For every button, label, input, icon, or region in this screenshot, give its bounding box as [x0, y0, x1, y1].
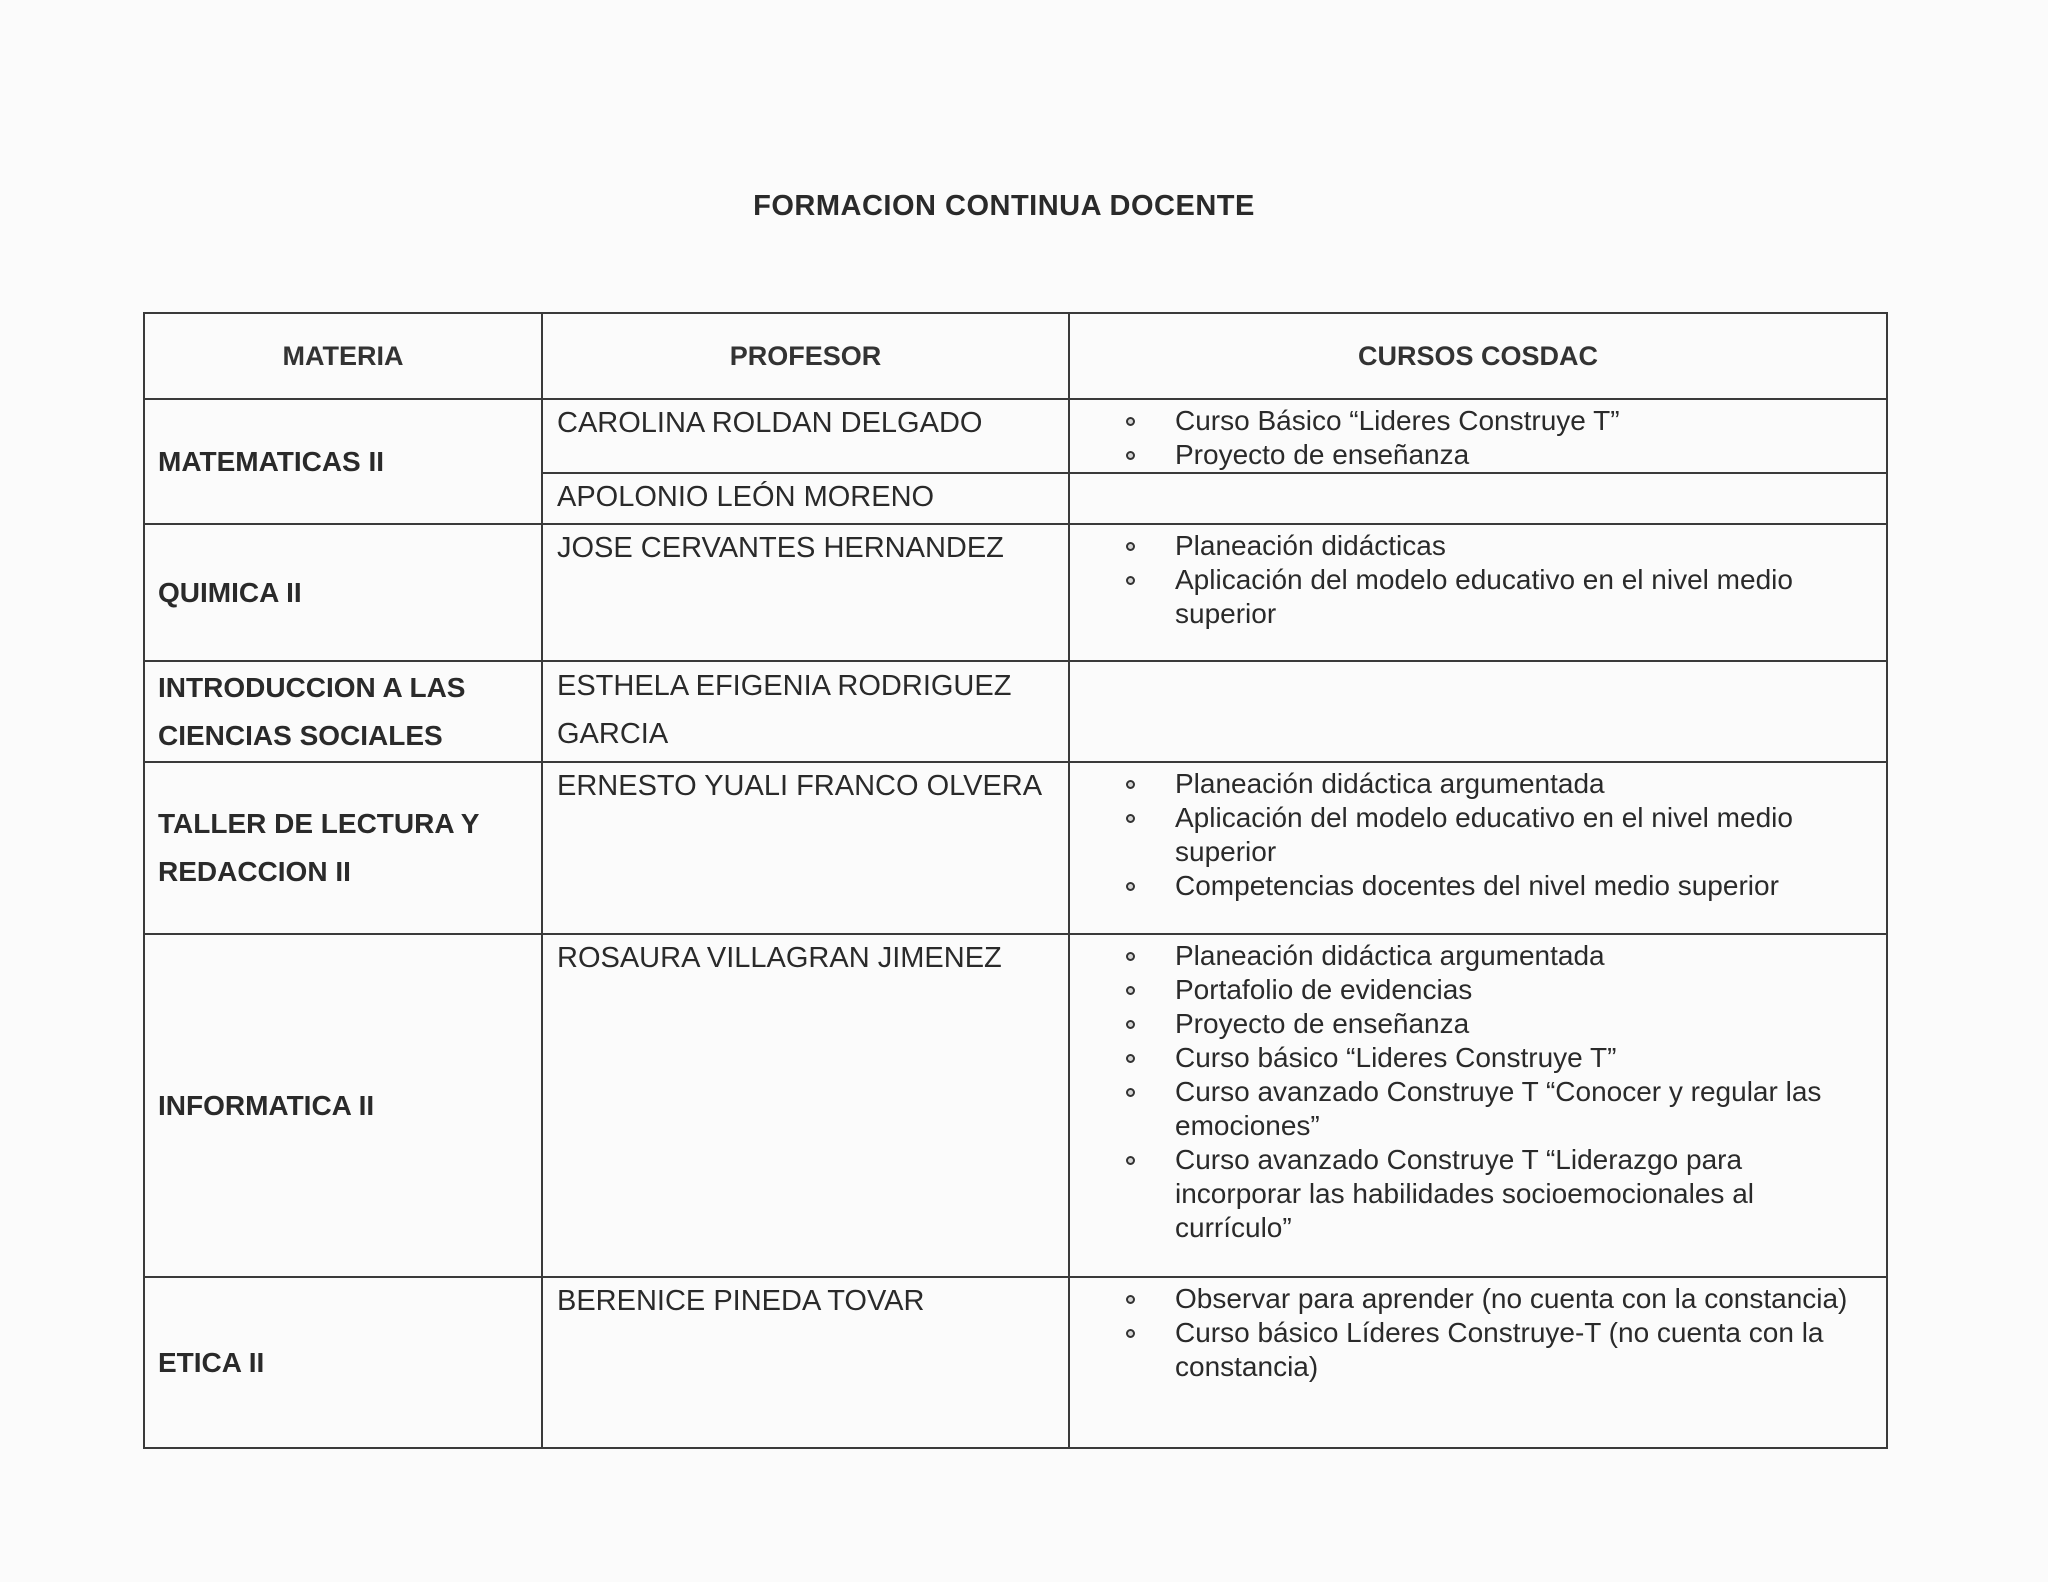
list-item	[1070, 767, 1874, 801]
curso-text: Portafolio de evidencias	[1175, 974, 1473, 1005]
list-item	[1070, 1143, 1874, 1245]
list-item	[1070, 801, 1874, 869]
curso-text: Aplicación del modelo educativo en el nivel medio superior	[1175, 564, 1793, 629]
profesor-cell: BERENICE PINEDA TOVAR	[542, 1277, 1069, 1448]
cursos-cell-empty	[1069, 473, 1887, 524]
profesor-cell: ERNESTO YUALI FRANCO OLVERA	[542, 762, 1069, 934]
list-item	[1070, 1075, 1874, 1143]
list-item	[1070, 1041, 1874, 1075]
curso-text: Proyecto de enseñanza	[1175, 1008, 1470, 1039]
cursos-list	[1070, 404, 1874, 472]
cursos-cell	[1069, 934, 1887, 1277]
cursos-cell-empty	[1069, 661, 1887, 762]
bullet-icon	[1126, 780, 1135, 789]
bullet-icon	[1126, 1054, 1135, 1063]
curso-text: Curso avanzado Construye T “Liderazgo para incorporar las habilidades socioemocionales al currículo”	[1175, 1144, 1754, 1243]
curso-text: Curso básico Líderes Construye-T (no cuenta con la constancia)	[1175, 1317, 1824, 1382]
table-row	[144, 399, 1887, 473]
materia-cell: ETICA II	[144, 1277, 542, 1448]
cursos-cell	[1069, 399, 1887, 473]
curso-text: Planeación didáctica argumentada	[1175, 940, 1605, 971]
header-materia: MATERIA	[144, 313, 542, 399]
table-row	[144, 524, 1887, 661]
curso-text: Planeación didáctica argumentada	[1175, 768, 1605, 799]
curso-text: Observar para aprender (no cuenta con la constancia)	[1175, 1283, 1848, 1314]
curso-text: Competencias docentes del nivel medio superior	[1175, 870, 1779, 901]
bullet-icon	[1126, 542, 1135, 551]
profesor-cell: CAROLINA ROLDAN DELGADO	[542, 399, 1069, 473]
cursos-list	[1070, 529, 1874, 631]
bullet-icon	[1126, 1329, 1135, 1338]
materia-cell: MATEMATICAS II	[144, 399, 542, 524]
materia-cell: QUIMICA II	[144, 524, 542, 661]
bullet-icon	[1126, 576, 1135, 585]
bullet-icon	[1126, 451, 1135, 460]
list-item	[1070, 1282, 1874, 1316]
profesor-cell: APOLONIO LEÓN MORENO	[542, 473, 1069, 524]
table-row	[144, 762, 1887, 934]
list-item	[1070, 939, 1874, 973]
table-header-row	[144, 313, 1887, 399]
bullet-icon	[1126, 952, 1135, 961]
list-item	[1070, 563, 1874, 631]
cursos-list	[1070, 1282, 1874, 1384]
curso-text: Proyecto de enseñanza	[1175, 439, 1470, 470]
profesor-cell: ESTHELA EFIGENIA RODRIGUEZ GARCIA	[542, 661, 1069, 762]
curso-text: Curso avanzado Construye T “Conocer y regular las emociones”	[1175, 1076, 1822, 1141]
curso-text: Aplicación del modelo educativo en el nivel medio superior	[1175, 802, 1793, 867]
materia-cell: INFORMATICA II	[144, 934, 542, 1277]
list-item	[1070, 973, 1874, 1007]
list-item	[1070, 869, 1874, 903]
list-item	[1070, 529, 1874, 563]
materia-cell: TALLER DE LECTURA Y REDACCION II	[144, 762, 542, 934]
list-item	[1070, 404, 1874, 438]
bullet-icon	[1126, 417, 1135, 426]
bullet-icon	[1126, 1020, 1135, 1029]
cursos-cell	[1069, 524, 1887, 661]
curso-text: Curso básico “Lideres Construye T”	[1175, 1042, 1617, 1073]
list-item	[1070, 1007, 1874, 1041]
bullet-icon	[1126, 1088, 1135, 1097]
curso-text: Curso Básico “Lideres Construye T”	[1175, 405, 1620, 436]
formacion-table	[143, 312, 1888, 1449]
cursos-cell	[1069, 762, 1887, 934]
header-profesor: PROFESOR	[542, 313, 1069, 399]
page-title: FORMACION CONTINUA DOCENTE	[753, 190, 1255, 222]
bullet-icon	[1126, 1295, 1135, 1304]
cursos-list	[1070, 939, 1874, 1245]
list-item	[1070, 1316, 1874, 1384]
profesor-cell: JOSE CERVANTES HERNANDEZ	[542, 524, 1069, 661]
table-row	[144, 661, 1887, 762]
table-row	[144, 934, 1887, 1277]
materia-cell: INTRODUCCION A LAS CIENCIAS SOCIALES	[144, 661, 542, 762]
curso-text: Planeación didácticas	[1175, 530, 1446, 561]
cursos-cell	[1069, 1277, 1887, 1448]
bullet-icon	[1126, 882, 1135, 891]
bullet-icon	[1126, 814, 1135, 823]
list-item	[1070, 438, 1874, 472]
profesor-cell: ROSAURA VILLAGRAN JIMENEZ	[542, 934, 1069, 1277]
bullet-icon	[1126, 1156, 1135, 1165]
header-cursos: CURSOS COSDAC	[1069, 313, 1887, 399]
bullet-icon	[1126, 986, 1135, 995]
table-row	[144, 1277, 1887, 1448]
cursos-list	[1070, 767, 1874, 903]
